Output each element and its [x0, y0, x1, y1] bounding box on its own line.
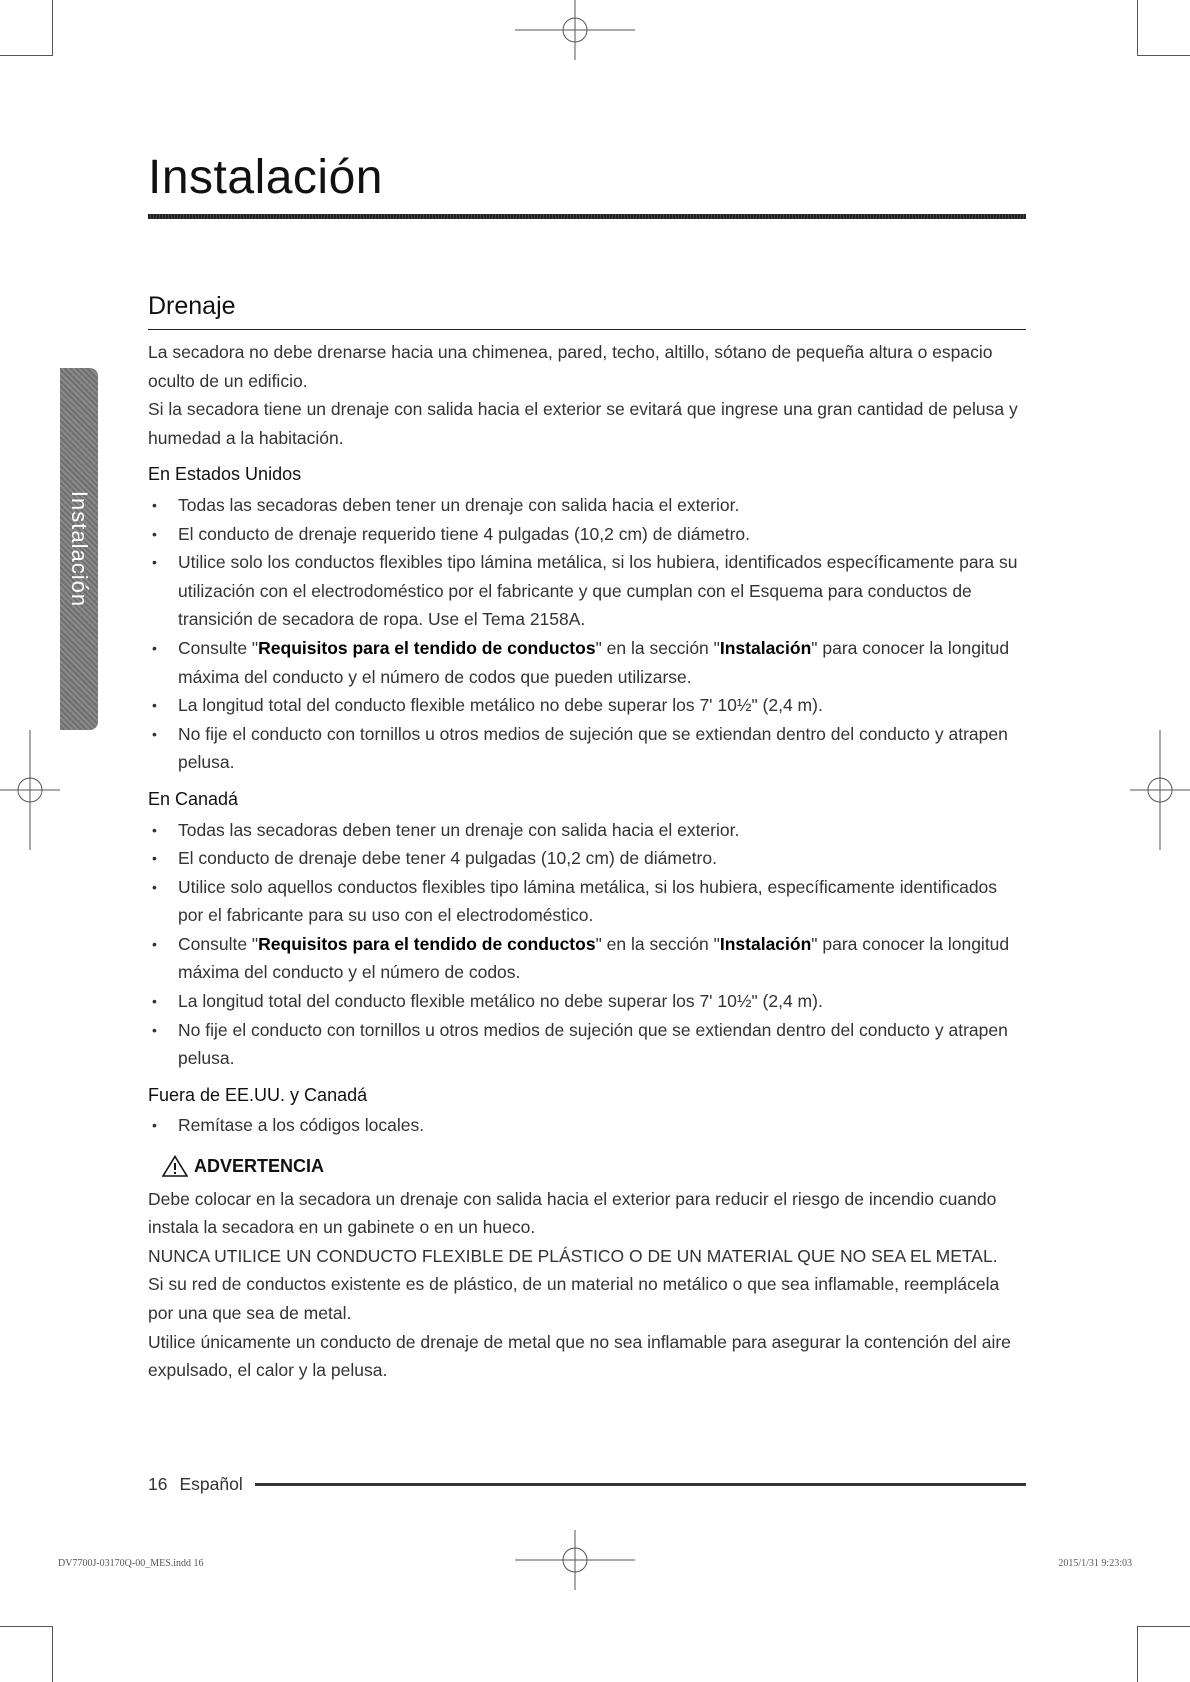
registration-mark-top: [515, 0, 635, 60]
page-title: Instalación: [148, 151, 383, 204]
crop-mark: [1137, 1626, 1190, 1627]
intro-paragraph: Si la secadora tiene un drenaje con salida hacia el exterior se evitará que ingrese una gran cantidad de pelusa y humedad a la habitación.: [148, 399, 1018, 448]
cross-reference: Instalación: [719, 933, 812, 954]
side-section-tab: [60, 368, 98, 730]
crop-mark: [0, 1626, 53, 1627]
section-title: Drenaje: [148, 292, 236, 320]
print-slug-file: DV7700J-03170Q-00_MES.indd 16: [58, 1558, 204, 1569]
warning-label: ADVERTENCIA: [194, 1156, 325, 1177]
section-rule: [148, 329, 1026, 330]
canada-list: [148, 816, 1026, 1073]
registration-mark-bottom: [515, 1530, 635, 1590]
side-tab-label: Instalación: [67, 490, 92, 608]
outside-heading: Fuera de EE.UU. y Canadá: [148, 1084, 368, 1105]
page-number: 16: [148, 1474, 168, 1494]
text: Consulte ": [178, 637, 259, 658]
crop-mark: [52, 0, 53, 55]
list-item: [148, 634, 1026, 691]
list-item: • No fije el conducto con tornillos u otros medios de sujeción que se extiendan dentro del conducto y atrapen pelusa.: [148, 1016, 1026, 1073]
usa-list: [148, 491, 1026, 777]
list-item: • El conducto de drenaje debe tener 4 pulgadas (10,2 cm) de diámetro.: [148, 844, 1026, 873]
canada-heading: En Canadá: [148, 788, 239, 809]
list-item: • La longitud total del conducto flexible metálico no debe superar los 7' 10½" (2,4 m).: [148, 691, 1026, 720]
crop-mark: [52, 1626, 53, 1682]
crop-mark: [1137, 55, 1190, 56]
warning-paragraph: NUNCA UTILICE UN CONDUCTO FLEXIBLE DE PLÁSTICO O DE UN MATERIAL QUE NO SEA EL METAL.: [148, 1245, 998, 1266]
text: " en la sección ": [595, 637, 720, 658]
cross-reference: Requisitos para el tendido de conductos: [258, 637, 596, 658]
cross-reference: Requisitos para el tendido de conductos: [258, 933, 596, 954]
page-footer: [148, 1474, 1026, 1495]
warning-paragraph: Si su red de conductos existente es de plástico, de un material no metálico o que sea inflamable, reemplácela por una que sea de metal.: [148, 1274, 1000, 1323]
list-item: • Utilice solo aquellos conductos flexibles tipo lámina metálica, si los hubiera, específicamente identificados por el fabricante para su uso con el electrodoméstico.: [148, 873, 1026, 930]
text: Consulte ": [178, 933, 259, 954]
list-item: • La longitud total del conducto flexible metálico no debe superar los 7' 10½" (2,4 m).: [148, 987, 1026, 1016]
intro-paragraph: La secadora no debe drenarse hacia una chimenea, pared, techo, altillo, sótano de pequeña altura o espacio oculto de un edificio.: [148, 342, 993, 391]
footer-rule: [255, 1483, 1026, 1486]
registration-mark-left: [0, 730, 60, 850]
page-content: [148, 338, 1026, 1385]
list-item: • Utilice solo los conductos flexibles tipo lámina metálica, si los hubiera, identificados específicamente para su utilización con el electrodoméstico por el fabricante y que cumplan con el Esquema para conductos de transición de secadora de ropa. Use el Tema 2158A.: [148, 548, 1026, 634]
registration-mark-right: [1130, 730, 1190, 850]
footer-language: Español: [179, 1474, 243, 1494]
list-item: • No fije el conducto con tornillos u otros medios de sujeción que se extiendan dentro del conducto y atrapen pelusa.: [148, 720, 1026, 777]
list-item: • Todas las secadoras deben tener un drenaje con salida hacia el exterior.: [148, 816, 1026, 845]
warning-paragraph: Utilice únicamente un conducto de drenaje de metal que no sea inflamable para asegurar la contención del aire expulsado, el calor y la pelusa.: [148, 1331, 1011, 1381]
list-item: [148, 930, 1026, 987]
list-item: • Remítase a los códigos locales.: [148, 1111, 1026, 1140]
text: " para conocer la longitud máxima del conducto y el número de codos que pueden utilizarse.: [178, 637, 1010, 687]
print-slug-timestamp: 2015/1/31 9:23:03: [1058, 1558, 1132, 1569]
title-rule: [148, 214, 1026, 219]
text: " para conocer la longitud máxima del conducto y el número de codos.: [178, 933, 1010, 983]
warning-triangle-icon: [162, 1155, 188, 1177]
text: " en la sección ": [595, 933, 720, 954]
crop-mark: [1137, 1626, 1138, 1682]
crop-mark: [0, 55, 53, 56]
outside-list: [148, 1111, 1026, 1140]
cross-reference: Instalación: [719, 637, 812, 658]
list-item: • Todas las secadoras deben tener un drenaje con salida hacia el exterior.: [148, 491, 1026, 520]
warning-paragraph: Debe colocar en la secadora un drenaje con salida hacia el exterior para reducir el riesgo de incendio cuando instala la secadora en un gabinete o en un hueco.: [148, 1188, 997, 1238]
list-item: • El conducto de drenaje requerido tiene 4 pulgadas (10,2 cm) de diámetro.: [148, 520, 1026, 549]
crop-mark: [1137, 0, 1138, 55]
warning-heading: [162, 1152, 1026, 1181]
usa-heading: En Estados Unidos: [148, 464, 302, 485]
